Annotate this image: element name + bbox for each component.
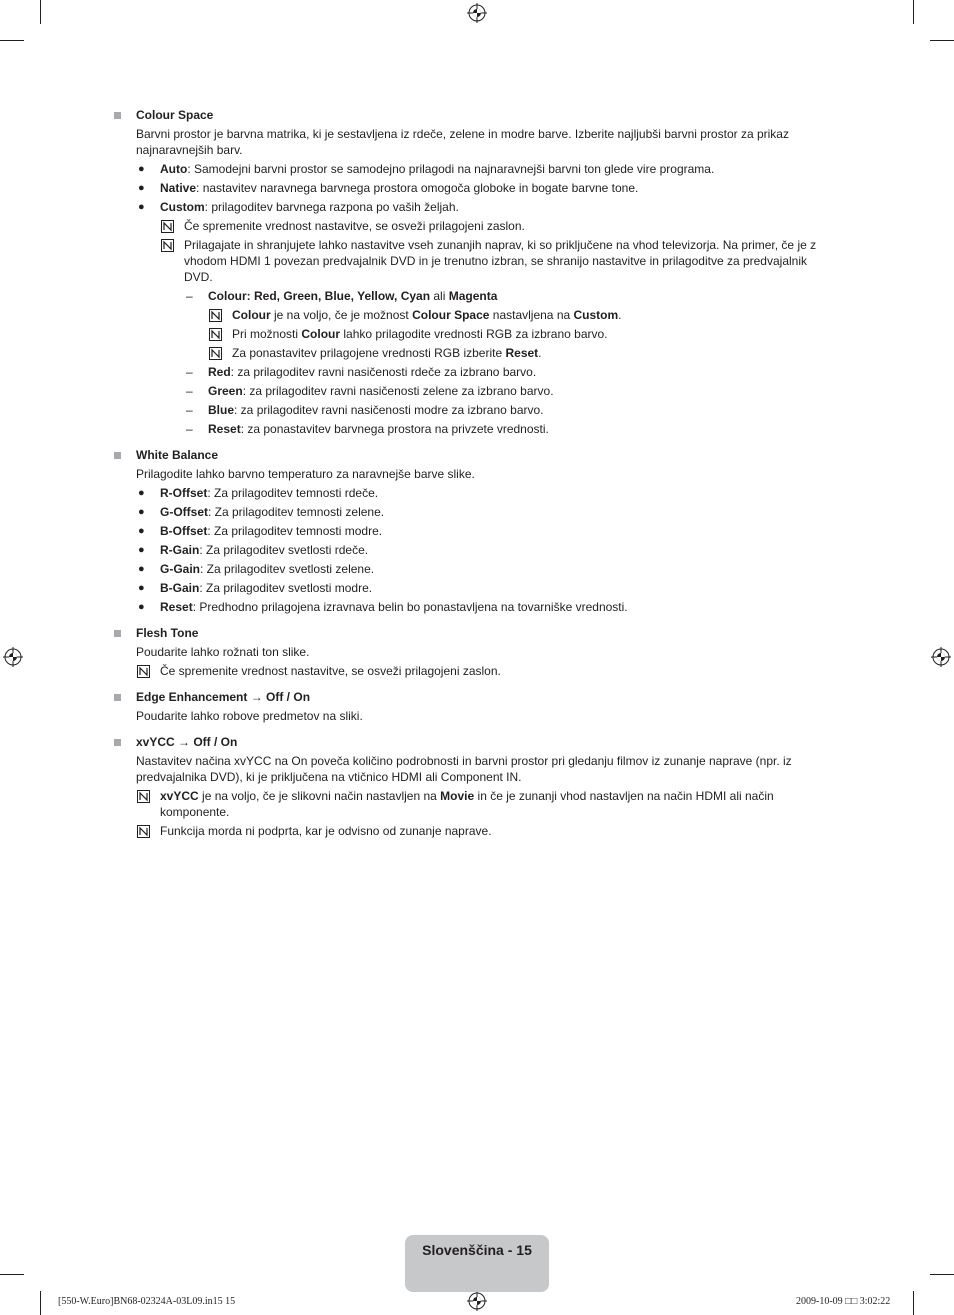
dot-bullet-icon: ●	[138, 582, 145, 594]
note-term: Colour	[232, 308, 271, 322]
dot-bullet-icon: ●	[138, 544, 145, 556]
dash-bullet: –	[186, 384, 193, 398]
registration-mark-icon	[931, 647, 951, 667]
item-term: Reset	[208, 422, 241, 436]
section-flesh-tone	[112, 625, 832, 679]
section-white-balance	[112, 447, 832, 615]
list-item	[136, 485, 832, 501]
square-bullet-icon	[114, 112, 121, 119]
dash-bullet: –	[186, 403, 193, 417]
section-edge-enhancement	[112, 689, 832, 724]
dot-bullet-icon: ●	[138, 201, 145, 213]
note-text: Če spremenite vrednost nastavitve, se osveži prilagojeni zaslon.	[184, 219, 525, 233]
dash-item	[184, 383, 832, 399]
note-text: nastavljena na	[489, 308, 574, 322]
crop-mark	[930, 1274, 954, 1275]
item-text: : Za prilagoditev temnosti modre.	[207, 524, 383, 538]
note-text: je na voljo, če je možnost	[270, 308, 413, 322]
item-term: B-Offset	[160, 524, 208, 538]
dot-bullet-icon: ●	[138, 487, 145, 499]
note-text: lahko prilagodite vrednosti RGB za izbrano barvo.	[340, 327, 608, 341]
section-xvycc	[112, 734, 832, 839]
item-text: : za ponastavitev barvnega prostora na privzete vrednosti.	[240, 422, 549, 436]
crop-mark	[40, 1291, 41, 1315]
note-icon	[161, 239, 174, 252]
note-term: Colour Space	[412, 308, 490, 322]
list-item	[136, 199, 832, 437]
section-title: White Balance	[136, 448, 219, 462]
note-term: Custom	[573, 308, 619, 322]
dot-bullet-icon: ●	[138, 525, 145, 537]
date-slug: 2009-10-09 □□ 3:02:22	[796, 1296, 891, 1307]
note-text: .	[538, 346, 542, 360]
dash-item	[184, 364, 832, 380]
section-colour-space	[112, 107, 832, 437]
item-text: : za prilagoditev ravni nasičenosti rdeče za izbrano barvo.	[230, 365, 537, 379]
list-item	[136, 180, 832, 196]
dot-bullet-icon: ●	[138, 506, 145, 518]
note	[136, 788, 832, 820]
dash-bullet: –	[186, 422, 193, 436]
crop-mark	[913, 1291, 914, 1315]
note-term: Colour	[301, 327, 341, 341]
file-slug: [550-W.Euro]BN68-02324A-03L09.in15 15	[58, 1296, 236, 1307]
item-text: : Predhodno prilagojena izravnava belin bo ponastavljena na tovarniške vrednosti.	[192, 600, 628, 614]
list-item	[136, 561, 832, 577]
dash-item	[184, 402, 832, 418]
dot-bullet-icon: ●	[138, 182, 145, 194]
item-text: : Za prilagoditev temnosti zelene.	[208, 505, 385, 519]
item-text: : Samodejni barvni prostor se samodejno prilagodi na najnaravnejši barvni ton glede vire programa.	[187, 162, 715, 176]
item-term: R-Gain	[160, 543, 200, 557]
note-text: Če spremenite vrednost nastavitve, se osveži prilagojeni zaslon.	[160, 664, 501, 678]
note-term: Movie	[440, 789, 475, 803]
note-text: in če je zunanji vhod nastavljen na način HDMI ali način komponente.	[160, 789, 774, 819]
item-text: : nastavitev naravnega barvnega prostora omogoča globoke in bogate barvne tone.	[196, 181, 639, 195]
item-term: Magenta	[448, 289, 498, 303]
item-text: : za prilagoditev ravni nasičenosti modre za izbrano barvo.	[234, 403, 544, 417]
section-description: Poudarite lahko robove predmetov na sliki.	[136, 709, 363, 723]
item-text: ali	[430, 289, 449, 303]
note	[208, 345, 832, 361]
note-icon	[209, 347, 222, 360]
note-icon	[161, 220, 174, 233]
note-text: Funkcija morda ni podprta, kar je odvisno od zunanje naprave.	[160, 824, 492, 838]
note	[208, 307, 832, 323]
crop-mark	[0, 40, 24, 41]
list-item	[136, 542, 832, 558]
square-bullet-icon	[114, 452, 121, 459]
square-bullet-icon	[114, 630, 121, 637]
list-item	[136, 599, 832, 615]
list-item	[136, 523, 832, 539]
item-term: Red	[208, 365, 231, 379]
note-text: je na voljo, če je slikovni način nastavljen na	[198, 789, 441, 803]
section-description: Barvni prostor je barvna matrika, ki je sestavljena iz rdeče, zelene in modre barve. Izberite najljubši barvni prostor za prikaz najnaravnejših barv.	[136, 127, 789, 157]
item-text: : Za prilagoditev temnosti rdeče.	[207, 486, 379, 500]
dot-bullet-icon: ●	[138, 563, 145, 575]
list-item	[136, 504, 832, 520]
page-number-tab	[405, 1235, 549, 1292]
dash-bullet: –	[186, 365, 193, 379]
item-term: Green	[208, 384, 243, 398]
square-bullet-icon	[114, 694, 121, 701]
note-icon	[137, 825, 150, 838]
note-text: Pri možnosti	[232, 327, 302, 341]
item-text: : Za prilagoditev svetlosti rdeče.	[199, 543, 369, 557]
crop-mark	[40, 0, 41, 24]
note	[208, 326, 832, 342]
note-term: xvYCC	[160, 789, 199, 803]
note	[136, 823, 832, 839]
note	[160, 237, 832, 437]
crop-mark	[930, 40, 954, 41]
section-title: Edge Enhancement → Off / On	[136, 690, 311, 704]
manual-content	[112, 107, 832, 849]
registration-mark-icon	[3, 647, 23, 667]
item-term: Custom	[160, 200, 205, 214]
note-icon	[137, 790, 150, 803]
list-item	[136, 580, 832, 596]
section-description: Nastavitev načina xvYCC na On poveča količino podrobnosti in barvni prostor pri gledanju filmov iz zunanje naprave (npr. iz predvajalnika DVD), ki je priključena na vtičnico HDMI ali Component IN.	[136, 754, 792, 784]
item-term: Colour: Red, Green, Blue, Yellow, Cyan	[208, 289, 431, 303]
item-text: : Za prilagoditev svetlosti zelene.	[200, 562, 375, 576]
square-bullet-icon	[114, 739, 121, 746]
note-text: Prilagajate in shranjujete lahko nastavitve vseh zunanjih naprav, ki so priključene na vhod televizorja. Na primer, če je z vhodom HDMI 1 povezan predvajalnik DVD in je trenutno izbran, se shranijo nastavitve in prilagoditve za predvajalnik DVD.	[184, 238, 817, 284]
item-term: Native	[160, 181, 197, 195]
page-label: Slovenščina - 15	[422, 1242, 532, 1258]
item-term: G-Offset	[160, 505, 208, 519]
note	[160, 218, 832, 234]
item-term: R-Offset	[160, 486, 208, 500]
crop-mark	[0, 1274, 24, 1275]
note-text: .	[618, 308, 622, 322]
section-title: Colour Space	[136, 108, 214, 122]
note-term: Reset	[505, 346, 539, 360]
note-icon	[209, 328, 222, 341]
dash-item	[184, 421, 832, 437]
note-icon	[209, 309, 222, 322]
item-text: : Za prilagoditev svetlosti modre.	[199, 581, 373, 595]
section-title: Flesh Tone	[136, 626, 199, 640]
list-item	[136, 161, 832, 177]
item-term: Reset	[160, 600, 193, 614]
note-text: Za ponastavitev prilagojene vrednosti RGB izberite	[232, 346, 506, 360]
item-term: Blue	[208, 403, 235, 417]
dot-bullet-icon: ●	[138, 163, 145, 175]
note-icon	[137, 665, 150, 678]
item-text: : za prilagoditev ravni nasičenosti zelene za izbrano barvo.	[242, 384, 554, 398]
dot-bullet-icon: ●	[138, 601, 145, 613]
registration-mark-icon	[467, 3, 487, 23]
section-title: xvYCC → Off / On	[136, 735, 238, 749]
dash-bullet: –	[186, 289, 193, 303]
item-term: Auto	[160, 162, 188, 176]
note	[136, 663, 832, 679]
crop-mark	[913, 0, 914, 24]
item-term: B-Gain	[160, 581, 200, 595]
section-description: Prilagodite lahko barvno temperaturo za naravnejše barve slike.	[136, 467, 475, 481]
item-term: G-Gain	[160, 562, 201, 576]
registration-mark-icon	[467, 1291, 487, 1311]
dash-item	[184, 288, 832, 361]
item-text: : prilagoditev barvnega razpona po vaših željah.	[204, 200, 459, 214]
section-description: Poudarite lahko rožnati ton slike.	[136, 645, 310, 659]
